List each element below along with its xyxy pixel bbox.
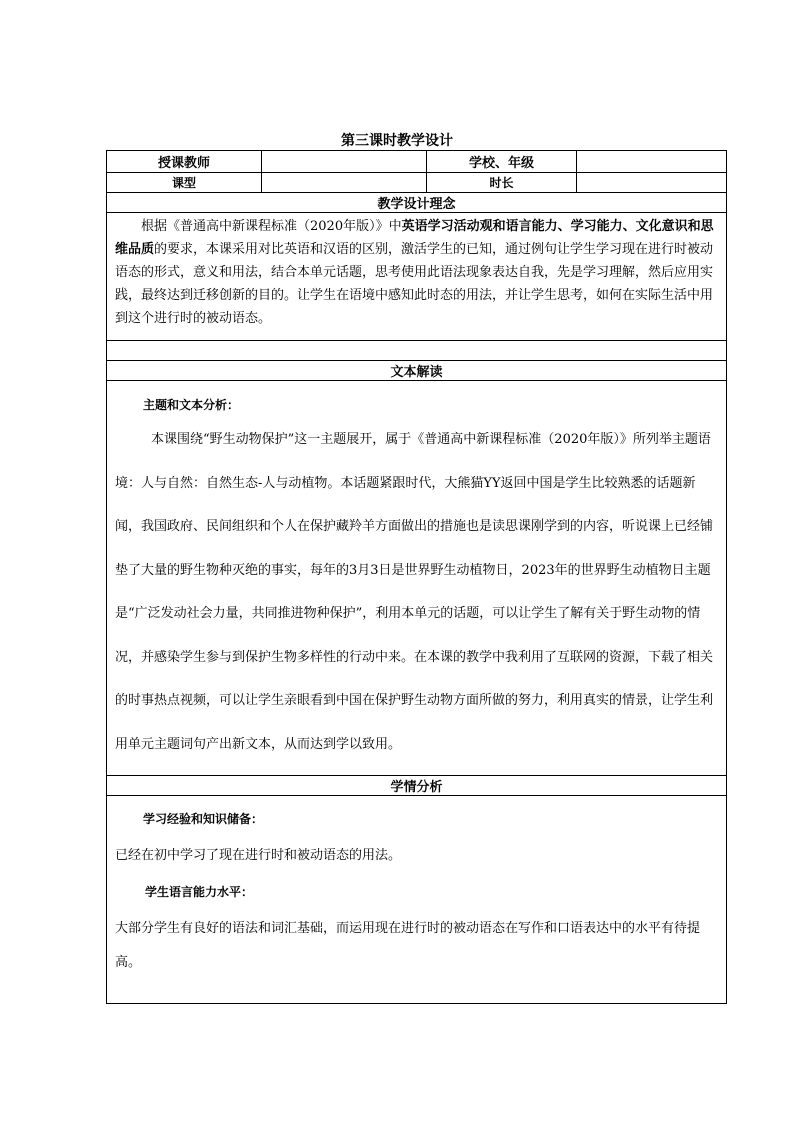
school-grade-label: 学校、年级 <box>427 151 577 173</box>
text-analysis-cell <box>107 381 727 776</box>
teacher-label: 授课教师 <box>107 151 262 173</box>
empty-cell <box>107 341 727 361</box>
design-concept-emphasis: 英语学习活动观和语言能力、学习能力、文化意识和思维品质 <box>115 219 714 257</box>
lesson-type-label: 课型 <box>107 173 262 193</box>
section-heading-text-analysis: 文本解读 <box>107 361 727 381</box>
page-title: 第三课时教学设计 <box>341 133 453 149</box>
section-heading-learner-analysis: 学情分析 <box>107 776 727 796</box>
header-row-2 <box>107 173 727 193</box>
design-concept-row <box>107 213 727 341</box>
learner-language-text: 大部分学生有良好的语法和词汇基础，而运用现在进行时的被动语态在写作和口语表达中的水平有待提高。 <box>115 921 701 970</box>
text-analysis-subheading: 主题和文本分析： <box>143 398 240 412</box>
learner-analysis-row <box>107 796 727 1004</box>
learner-language-subheading: 学生语言能力水平： <box>145 885 254 899</box>
empty-row <box>107 341 727 361</box>
section-row <box>107 193 727 213</box>
lesson-type-value <box>262 173 427 193</box>
text-analysis-row <box>107 381 727 776</box>
learner-experience-text: 已经在初中学习了现在进行时和被动语态的用法。 <box>115 848 402 863</box>
school-grade-value <box>577 151 727 173</box>
design-concept-paragraph <box>107 213 727 341</box>
teacher-value <box>262 151 427 173</box>
duration-label: 时长 <box>427 173 577 193</box>
learner-experience-subheading: 学习经验和知识储备： <box>143 812 264 826</box>
learner-analysis-cell <box>107 796 727 1004</box>
section-heading-design-concept: 教学设计理念 <box>107 193 727 213</box>
design-concept-rest: 的要求，本课采用对比英语和汉语的区别，激活学生的已知，通过例句让学生学习现在进行时被动语态的形式，意义和用法，结合本单元话题，思考使用此语法现象表达自我，先是学习理解，然后应用实践，最终达到迁移创新的目的。让学生在语境中感知此时态的用法，并让学生思考，如何在实际生活中用到这个进行时的被动语态。 <box>115 242 714 326</box>
design-concept-lead: 根据《普通高中新课程标准（2020年版）》中 <box>141 219 402 234</box>
section-row <box>107 361 727 381</box>
section-row <box>107 776 727 796</box>
text-analysis-body: 本课围绕“野生动物保护”这一主题展开，属于《普通高中新课程标准（2020年版）》所列举主题语境：人与自然：自然生态-人与动植物。本话题紧跟时代，大熊猫YY返回中国是学生比较熟悉的话题新闻，我国政府、民间组织和个人在保护藏羚羊方面做出的措施也是读思课刚学到的内容，听说课上已经铺垫了大量的野生物种灭绝的事实，每年的3月3日是世界野生动植物日，2023年的世界野生动植物日主题是“广泛发动社会力量，共同推进物种保护”，利用本单元的话题，可以让学生了解有关于野生动物的情况，并感染学生参与到保护生物多样性的行动中来。在本课的教学中我利用了互联网的资源，下载了相关的时事热点视频，可以让学生亲眼看到中国在保护野生动物方面所做的努力，利用真实的情景，让学生利用单元主题词句产出新文本，从而达到学以致用。 <box>115 432 714 752</box>
lesson-design-table <box>106 150 727 1004</box>
duration-value <box>577 173 727 193</box>
header-row-1 <box>107 151 727 173</box>
